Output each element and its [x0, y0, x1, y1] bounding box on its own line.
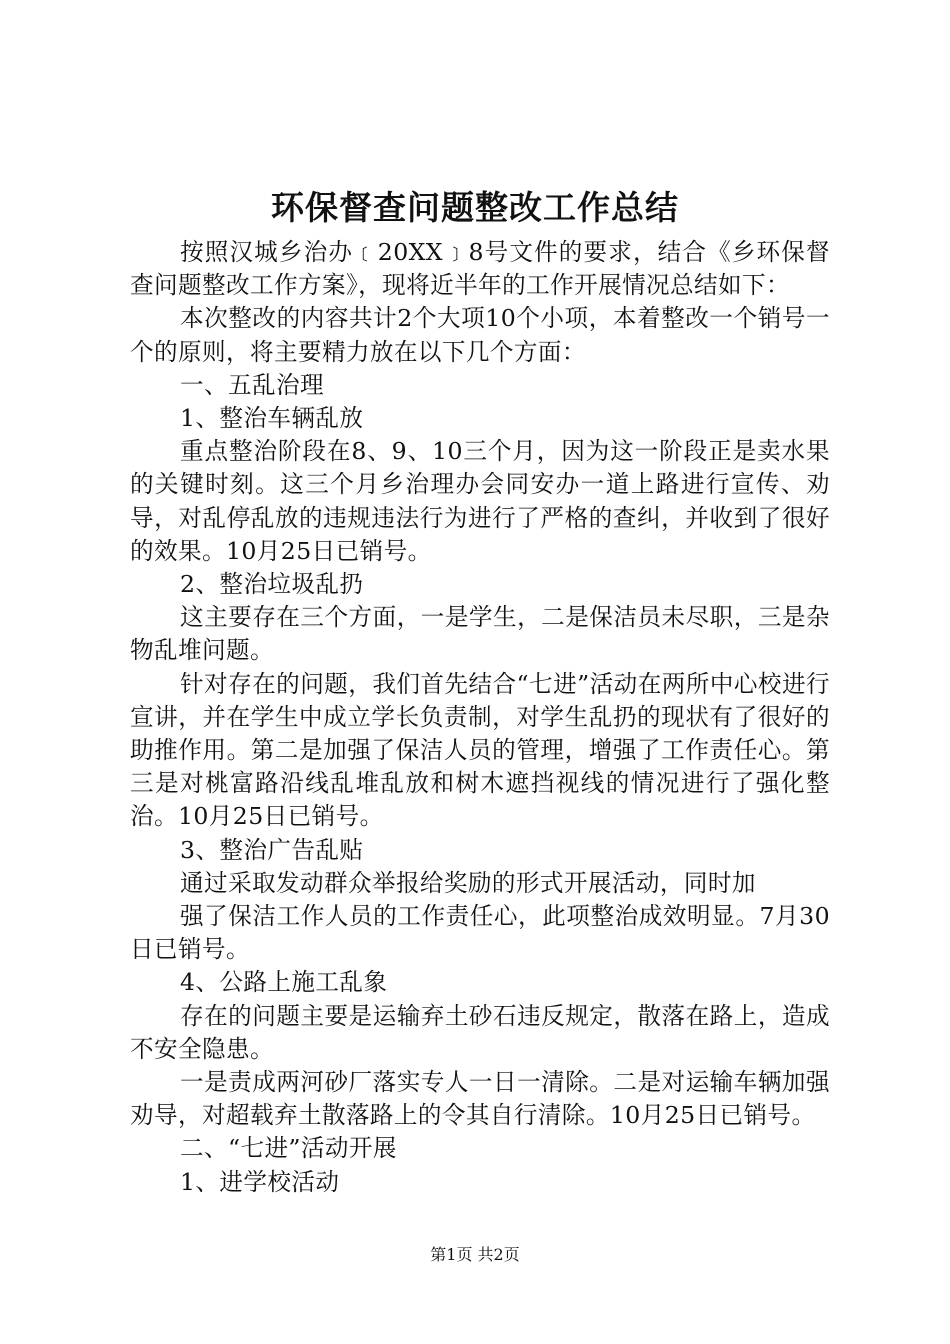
paragraph-garbage-measures: 针对存在的问题，我们首先结合“七进”活动在两所中心校进行宣讲，并在学生中成立学长负责制，对学生乱扔的现状有了很好的助推作用。第二是加强了保洁人员的管理，增强了工作责任心。第三是对桃富路沿线乱堆乱放和树木遮挡视线的情况进行了强化整治。10月25日已销号。 — [130, 669, 830, 831]
section-heading-2: 二、“七进”活动开展 — [180, 1134, 397, 1163]
paragraph-ads-line2: 强了保洁工作人员的工作责任心，此项整治成效明显。7月30日已销号。 — [130, 902, 830, 964]
subsection-heading-1-4: 4、公路上施工乱象 — [180, 968, 388, 997]
subsection-heading-1-2: 2、整治垃圾乱扔 — [180, 570, 364, 599]
paragraph-road-issues: 存在的问题主要是运输弃土砂石违反规定，散落在路上，造成不安全隐患。 — [130, 1001, 830, 1063]
subsection-heading-1-3: 3、整治广告乱贴 — [180, 835, 364, 864]
document-title: 环保督查问题整改工作总结 — [271, 188, 679, 227]
paragraph-road-measures: 一是责成两河砂厂落实专人一日一清除。二是对运输车辆加强劝导，对超载弃土散落路上的令其自行清除。10月25日已销号。 — [130, 1068, 830, 1130]
paragraph-garbage-issues: 这主要存在三个方面，一是学生，二是保洁员未尽职，三是杂物乱堆问题。 — [130, 603, 830, 665]
page-footer: 第1页 共2页 — [430, 1245, 520, 1264]
subsection-heading-2-1: 1、进学校活动 — [180, 1167, 340, 1196]
paragraph-overview: 本次整改的内容共计2个大项10个小项，本着整改一个销号一个的原则，将主要精力放在以下几个方面： — [130, 304, 830, 366]
paragraph-ads-line1: 通过采取发动群众举报给奖励的形式开展活动，同时加 — [180, 868, 756, 897]
paragraph-intro: 按照汉城乡治办﹝20XX﹞8号文件的要求，结合《乡环保督查问题整改工作方案》，现将近半年的工作开展情况总结如下： — [130, 238, 830, 300]
document-body — [130, 236, 830, 1199]
subsection-heading-1-1: 1、整治车辆乱放 — [180, 404, 364, 433]
section-heading-1: 一、五乱治理 — [180, 370, 324, 399]
paragraph-vehicles: 重点整治阶段在8、9、10三个月，因为这一阶段正是卖水果的关键时刻。这三个月乡治理办会同安办一道上路进行宣传、劝导，对乱停乱放的违规违法行为进行了严格的查纠，并收到了很好的效果。10月25日已销号。 — [130, 437, 830, 565]
